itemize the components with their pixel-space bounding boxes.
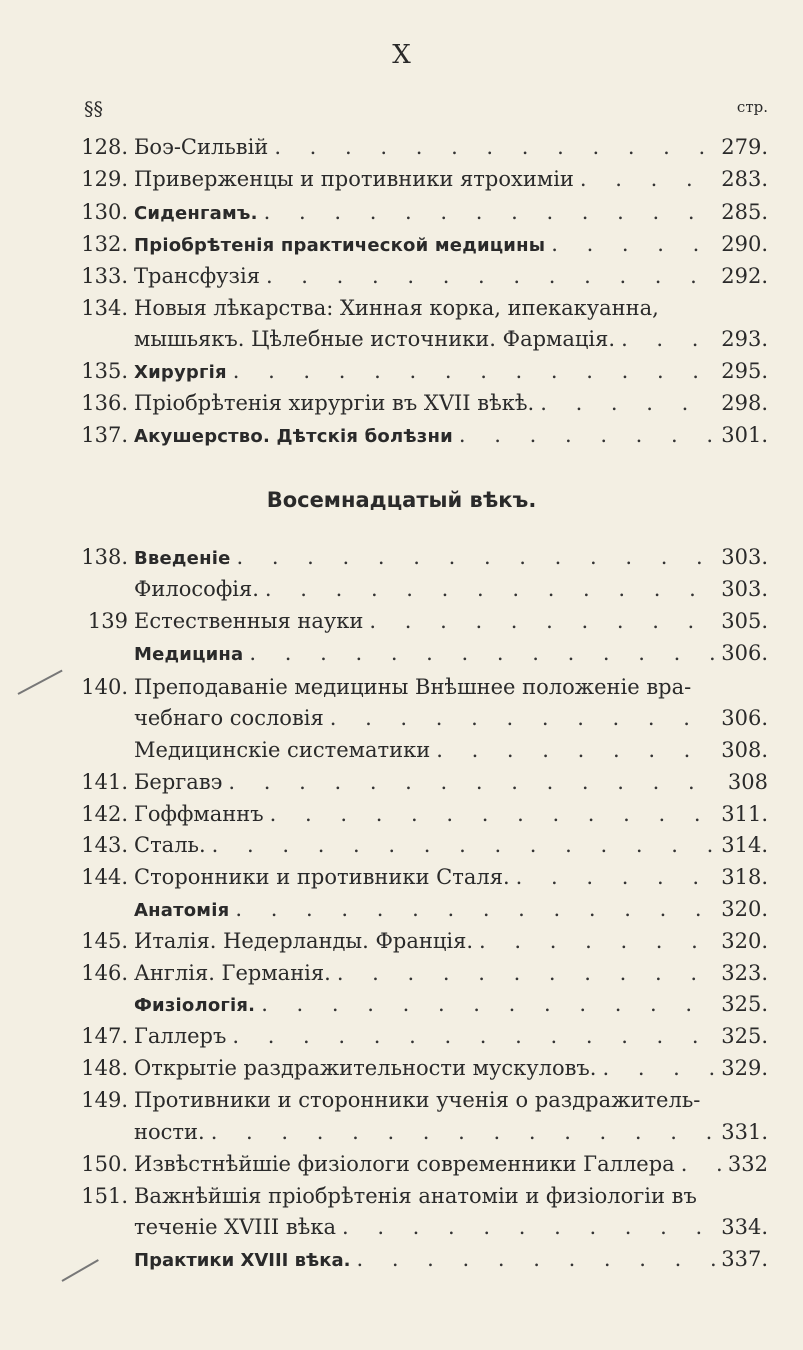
entry-number: 130. bbox=[81, 200, 128, 224]
entry-title: Акушерство. Дѣтскія болѣзни bbox=[134, 426, 453, 447]
leader-dots bbox=[270, 798, 718, 830]
leader-dots bbox=[602, 1052, 717, 1084]
entry-number: 140. bbox=[81, 675, 128, 699]
entry-title: Хирургія bbox=[134, 362, 227, 383]
leader-dots bbox=[212, 829, 718, 861]
leader-dots bbox=[228, 766, 723, 798]
entry-number: 134. bbox=[81, 296, 128, 320]
entry-page: 318. bbox=[721, 865, 768, 889]
entry-title: Приверженцы и противники ятрохиміи bbox=[134, 167, 574, 191]
toc-entry bbox=[70, 766, 768, 798]
entry-page: 305. bbox=[721, 609, 768, 633]
toc-entry bbox=[70, 387, 768, 419]
entry-title: Пріобрѣтенія практической медицины bbox=[134, 235, 546, 256]
entry-page: 293. bbox=[721, 327, 768, 351]
toc-entry bbox=[70, 163, 768, 195]
entry-number: 136. bbox=[81, 391, 128, 415]
entry-title: чебнаго сословія bbox=[134, 706, 324, 730]
leader-dots bbox=[436, 734, 717, 766]
toc-entry bbox=[70, 861, 768, 893]
entry-number: 135. bbox=[81, 359, 128, 383]
entry-number: 151. bbox=[81, 1184, 128, 1208]
entry-page: 337. bbox=[721, 1247, 768, 1271]
entry-page: 279. bbox=[721, 135, 768, 159]
entry-page: 325. bbox=[721, 992, 768, 1016]
leader-dots bbox=[540, 387, 717, 419]
toc-header bbox=[84, 98, 768, 124]
entry-title: Важнѣйшія пріобрѣтенія анатоміи и физіологіи въ bbox=[134, 1184, 697, 1208]
toc-entry bbox=[70, 734, 768, 766]
pencil-mark bbox=[18, 670, 63, 695]
toc-entry bbox=[70, 988, 768, 1020]
entry-number: 139 bbox=[87, 609, 128, 633]
entry-title: Философія. bbox=[134, 577, 259, 601]
entry-title: Сиденгамъ. bbox=[134, 203, 258, 224]
leader-dots bbox=[342, 1211, 717, 1243]
leader-dots bbox=[356, 1243, 717, 1275]
entry-page: 332 bbox=[727, 1152, 768, 1176]
entry-title: Физіологія. bbox=[134, 995, 256, 1016]
entry-title: Италія. Недерланды. Франція. bbox=[134, 929, 474, 953]
entry-page: 311. bbox=[721, 802, 768, 826]
entry-title: Медицина bbox=[134, 644, 244, 665]
toc-entry bbox=[70, 829, 768, 861]
toc-entry bbox=[70, 573, 768, 605]
entry-title: Галлеръ bbox=[134, 1024, 227, 1048]
leader-dots bbox=[516, 861, 718, 893]
entry-page: 292. bbox=[721, 264, 768, 288]
entry-title: Гоффманнъ bbox=[134, 802, 264, 826]
page-number: X bbox=[392, 40, 411, 70]
entry-title: Трансфузія bbox=[134, 264, 260, 288]
section-title: Восемнадцатый вѣкъ. bbox=[266, 488, 537, 512]
entry-title: Анатомія bbox=[134, 900, 230, 921]
entry-page: 306. bbox=[721, 641, 768, 665]
leader-dots bbox=[266, 260, 717, 292]
toc-entry bbox=[70, 605, 768, 637]
toc-entry bbox=[70, 131, 768, 163]
entry-title: Англія. Германія. bbox=[134, 961, 331, 985]
entry-page: 314. bbox=[721, 833, 768, 857]
toc-entry bbox=[70, 1116, 768, 1148]
entry-title: ности. bbox=[134, 1120, 205, 1144]
entry-page: 303. bbox=[721, 577, 768, 601]
entry-title: Естественныя науки bbox=[134, 609, 364, 633]
toc-entry bbox=[70, 1148, 768, 1180]
leader-dots bbox=[479, 925, 717, 957]
toc-entry bbox=[70, 260, 768, 292]
leader-dots bbox=[580, 163, 717, 195]
entry-page: 308 bbox=[727, 770, 768, 794]
toc-entry bbox=[70, 893, 768, 925]
entry-page: 331. bbox=[721, 1120, 768, 1144]
section-sign-header: §§ bbox=[84, 98, 103, 120]
leader-dots bbox=[211, 1116, 718, 1148]
toc-entry bbox=[70, 1243, 768, 1275]
entry-number: 128. bbox=[81, 135, 128, 159]
entry-title: теченіе XVIII вѣка bbox=[134, 1215, 336, 1239]
entry-title: Извѣстнѣйшіе физіологи современники Галлера bbox=[134, 1152, 675, 1176]
entry-page: 334. bbox=[721, 1215, 768, 1239]
entry-title: Сторонники и противники Сталя. bbox=[134, 865, 510, 889]
toc-entry bbox=[70, 292, 768, 324]
entry-page: 320. bbox=[721, 897, 768, 921]
toc-entry bbox=[70, 702, 768, 734]
leader-dots bbox=[249, 637, 717, 669]
entry-title: Пріобрѣтенія хирургіи въ XVII вѣкѣ. bbox=[134, 391, 535, 415]
page-column-header: стр. bbox=[736, 98, 768, 116]
entry-page: 283. bbox=[721, 167, 768, 191]
toc-entry bbox=[70, 637, 768, 669]
entry-number: 142. bbox=[81, 802, 128, 826]
entry-title: Медицинскіе систематики bbox=[134, 738, 431, 762]
leader-dots bbox=[369, 605, 717, 637]
leader-dots bbox=[233, 355, 718, 387]
toc-entry bbox=[70, 1180, 768, 1212]
leader-dots bbox=[330, 702, 718, 734]
entry-number: 144. bbox=[81, 865, 128, 889]
entry-page: 320. bbox=[721, 929, 768, 953]
entry-number: 148. bbox=[81, 1056, 128, 1080]
entry-title: Противники и сторонники ученія о раздражитель- bbox=[134, 1088, 701, 1112]
entry-title: Боэ-Сильвій bbox=[134, 135, 269, 159]
leader-dots bbox=[265, 573, 717, 605]
entry-number: 129. bbox=[81, 167, 128, 191]
entry-title: мышьякъ. Цѣлебные источники. Фармація. bbox=[134, 327, 616, 351]
entry-number: 146. bbox=[81, 961, 128, 985]
entry-number: 133. bbox=[81, 264, 128, 288]
leader-dots bbox=[232, 1020, 717, 1052]
entry-number: 143. bbox=[81, 833, 128, 857]
entry-page: 308. bbox=[721, 738, 768, 762]
entry-number: 132. bbox=[81, 232, 128, 256]
entry-page: 298. bbox=[721, 391, 768, 415]
toc-entry bbox=[70, 419, 768, 451]
leader-dots bbox=[264, 196, 718, 228]
leader-dots bbox=[621, 323, 717, 355]
entry-page: 306. bbox=[721, 706, 768, 730]
entry-number: 145. bbox=[81, 929, 128, 953]
leader-dots bbox=[551, 228, 717, 260]
entry-page: 290. bbox=[721, 232, 768, 256]
leader-dots bbox=[236, 541, 717, 573]
entry-number: 147. bbox=[81, 1024, 128, 1048]
entry-number: 138. bbox=[81, 545, 128, 569]
toc-entry bbox=[70, 1084, 768, 1116]
entry-page: 295. bbox=[721, 359, 768, 383]
entry-title: Бергавэ bbox=[134, 770, 223, 794]
toc-entry bbox=[70, 1052, 768, 1084]
entry-title: Сталь. bbox=[134, 833, 206, 857]
entry-page: 323. bbox=[721, 961, 768, 985]
toc-entry bbox=[70, 925, 768, 957]
entry-title: Открытіе раздражительности мускуловъ. bbox=[134, 1056, 597, 1080]
toc-entry bbox=[70, 196, 768, 228]
leader-dots bbox=[261, 988, 717, 1020]
toc-entry bbox=[70, 1211, 768, 1243]
entry-page: 285. bbox=[721, 200, 768, 224]
entry-page: 329. bbox=[721, 1056, 768, 1080]
leader-dots bbox=[459, 419, 717, 451]
entry-page: 303. bbox=[721, 545, 768, 569]
entry-number: 150. bbox=[81, 1152, 128, 1176]
toc-entry bbox=[70, 228, 768, 260]
entry-title: Практики XVIII вѣка. bbox=[134, 1250, 351, 1271]
entry-page: 301. bbox=[721, 423, 768, 447]
leader-dots bbox=[274, 131, 717, 163]
toc-entry bbox=[70, 355, 768, 387]
entry-number: 141. bbox=[81, 770, 128, 794]
entry-title: Новыя лѣкарства: Хинная корка, ипекакуанна, bbox=[134, 296, 659, 320]
entry-title: Преподаваніе медицины Внѣшнее положеніе вра- bbox=[134, 675, 692, 699]
leader-dots bbox=[235, 893, 717, 925]
toc-entry bbox=[70, 957, 768, 989]
toc-entry bbox=[70, 671, 768, 703]
entry-number: 137. bbox=[81, 423, 128, 447]
entry-page: 325. bbox=[721, 1024, 768, 1048]
entry-title: Введеніе bbox=[134, 548, 231, 569]
leader-dots bbox=[337, 957, 717, 989]
toc-entry bbox=[70, 323, 768, 355]
toc-entry bbox=[70, 798, 768, 830]
entry-number: 149. bbox=[81, 1088, 128, 1112]
toc-entry bbox=[70, 541, 768, 573]
leader-dots bbox=[681, 1148, 724, 1180]
toc-entry bbox=[70, 1020, 768, 1052]
